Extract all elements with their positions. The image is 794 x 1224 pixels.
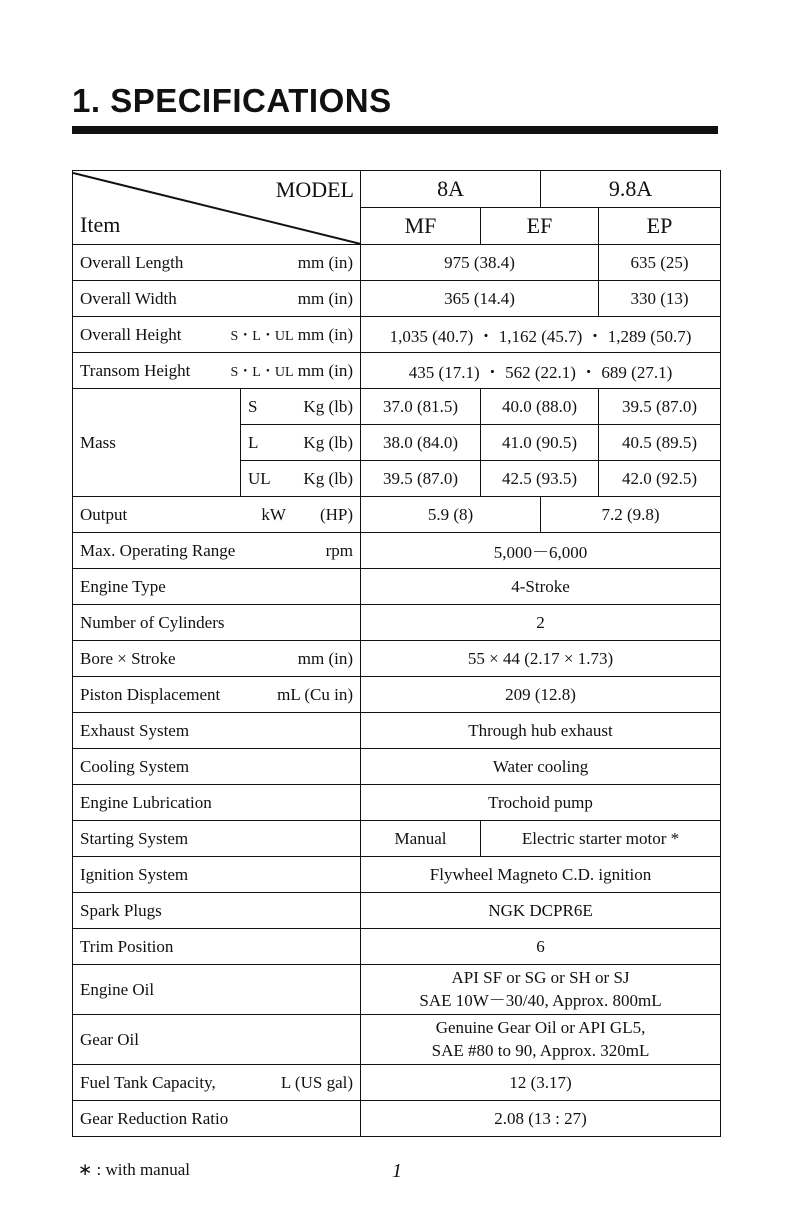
unit: mm (in) <box>297 288 353 308</box>
row-max-operating-range <box>73 533 721 569</box>
value: 635 (25) <box>599 245 721 281</box>
variant-ef: EF <box>481 208 599 245</box>
item-label: Fuel Tank Capacity, <box>80 1072 216 1092</box>
item-label: Engine Type <box>73 569 361 605</box>
value: 209 (12.8) <box>361 677 721 713</box>
specifications-table <box>72 170 721 1137</box>
item-label: Output <box>80 504 128 524</box>
shaft-label: L <box>248 432 259 452</box>
item-label: Max. Operating Range <box>80 540 236 560</box>
value: Trochoid pump <box>361 785 721 821</box>
item-label: Overall Length <box>80 252 184 272</box>
item-label: Mass <box>73 389 241 497</box>
row-overall-width <box>73 281 721 317</box>
unit: kW <box>261 504 286 524</box>
value: Water cooling <box>361 749 721 785</box>
row-starting <box>73 821 721 857</box>
unit: (HP) <box>319 504 353 524</box>
value: 435 (17.1) ・ 562 (22.1) ・ 689 (27.1) <box>361 353 721 389</box>
row-ignition <box>73 857 721 893</box>
value: Genuine Gear Oil or API GL5, <box>435 1018 646 1038</box>
row-mass-s <box>73 389 721 425</box>
value: 365 (14.4) <box>361 281 599 317</box>
unit: Kg (lb) <box>303 468 353 488</box>
item-label: Piston Displacement <box>80 684 221 704</box>
value: 42.5 (93.5) <box>481 461 599 497</box>
item-label: Starting System <box>73 821 361 857</box>
variant-ep: EP <box>599 208 721 245</box>
title-rule <box>72 126 718 134</box>
item-label: Engine Lubrication <box>73 785 361 821</box>
value: 12 (3.17) <box>361 1065 721 1101</box>
item-label: Spark Plugs <box>73 893 361 929</box>
item-label: Trim Position <box>73 929 361 965</box>
value: 41.0 (90.5) <box>481 425 599 461</box>
value: API SF or SG or SH or SJ <box>451 968 630 988</box>
item-label: Engine Oil <box>73 965 361 1015</box>
row-fuel-tank <box>73 1065 721 1101</box>
page-number: 1 <box>392 1160 402 1182</box>
unit: mm (in) <box>297 648 353 668</box>
shaft-variants: S・L・UL <box>230 328 294 344</box>
row-engine-type <box>73 569 721 605</box>
value: 7.2 (9.8) <box>541 497 721 533</box>
item-label: Item <box>80 212 121 237</box>
item-label: Overall Height <box>80 324 182 344</box>
item-label: Overall Width <box>80 288 177 308</box>
value: 5,000－6,000 <box>361 533 721 569</box>
value: 975 (38.4) <box>361 245 599 281</box>
header-diagonal-cell <box>73 171 361 245</box>
row-lubrication <box>73 785 721 821</box>
item-label: Bore × Stroke <box>80 648 176 668</box>
unit: L (US gal) <box>280 1072 353 1092</box>
unit: mm (in) <box>297 252 353 272</box>
unit: mm (in) <box>297 360 353 380</box>
model-8a: 8A <box>361 171 541 208</box>
value: 37.0 (81.5) <box>361 389 481 425</box>
value: Flywheel Magneto C.D. ignition <box>361 857 721 893</box>
row-gear-oil <box>73 1015 721 1065</box>
value: SAE 10W－30/40, Approx. 800mL <box>419 990 662 1010</box>
value: 2 <box>361 605 721 641</box>
model-9-8a: 9.8A <box>541 171 721 208</box>
row-cylinders <box>73 605 721 641</box>
unit: Kg (lb) <box>303 432 353 452</box>
value: SAE #80 to 90, Approx. 320mL <box>431 1040 650 1060</box>
page-title: 1. SPECIFICATIONS <box>72 82 392 119</box>
value: 38.0 (84.0) <box>361 425 481 461</box>
unit: Kg (lb) <box>303 396 353 416</box>
row-trim <box>73 929 721 965</box>
row-transom-height <box>73 353 721 389</box>
row-output <box>73 497 721 533</box>
row-exhaust <box>73 713 721 749</box>
value: NGK DCPR6E <box>361 893 721 929</box>
item-label: Number of Cylinders <box>73 605 361 641</box>
shaft-variants: S・L・UL <box>230 364 294 380</box>
item-label: Exhaust System <box>73 713 361 749</box>
item-label: Gear Reduction Ratio <box>73 1101 361 1137</box>
value: 39.5 (87.0) <box>361 461 481 497</box>
row-displacement <box>73 677 721 713</box>
value: 42.0 (92.5) <box>599 461 721 497</box>
value: 40.0 (88.0) <box>481 389 599 425</box>
variant-mf: MF <box>361 208 481 245</box>
value: 5.9 (8) <box>361 497 541 533</box>
model-label: MODEL <box>275 177 354 202</box>
unit: mL (Cu in) <box>277 684 353 704</box>
row-engine-oil <box>73 965 721 1015</box>
value: 4-Stroke <box>361 569 721 605</box>
value: Manual <box>361 821 481 857</box>
unit: mm (in) <box>297 324 353 344</box>
item-label: Cooling System <box>73 749 361 785</box>
row-bore-stroke <box>73 641 721 677</box>
shaft-label: S <box>248 396 258 416</box>
value: 55 × 44 (2.17 × 1.73) <box>361 641 721 677</box>
value: Electric starter motor * <box>481 821 721 857</box>
shaft-label: UL <box>248 468 271 488</box>
value: 6 <box>361 929 721 965</box>
value: 39.5 (87.0) <box>599 389 721 425</box>
row-cooling <box>73 749 721 785</box>
value: Through hub exhaust <box>361 713 721 749</box>
unit: rpm <box>325 540 353 560</box>
value: 2.08 (13 : 27) <box>361 1101 721 1137</box>
value: 330 (13) <box>599 281 721 317</box>
row-gear-ratio <box>73 1101 721 1137</box>
row-overall-height <box>73 317 721 353</box>
item-label: Ignition System <box>73 857 361 893</box>
value: 40.5 (89.5) <box>599 425 721 461</box>
value: 1,035 (40.7) ・ 1,162 (45.7) ・ 1,289 (50.7) <box>361 317 721 353</box>
item-label: Transom Height <box>80 360 191 380</box>
row-spark-plugs <box>73 893 721 929</box>
row-overall-length <box>73 245 721 281</box>
item-label: Gear Oil <box>73 1015 361 1065</box>
footnote: ∗ : with manual <box>78 1160 190 1179</box>
